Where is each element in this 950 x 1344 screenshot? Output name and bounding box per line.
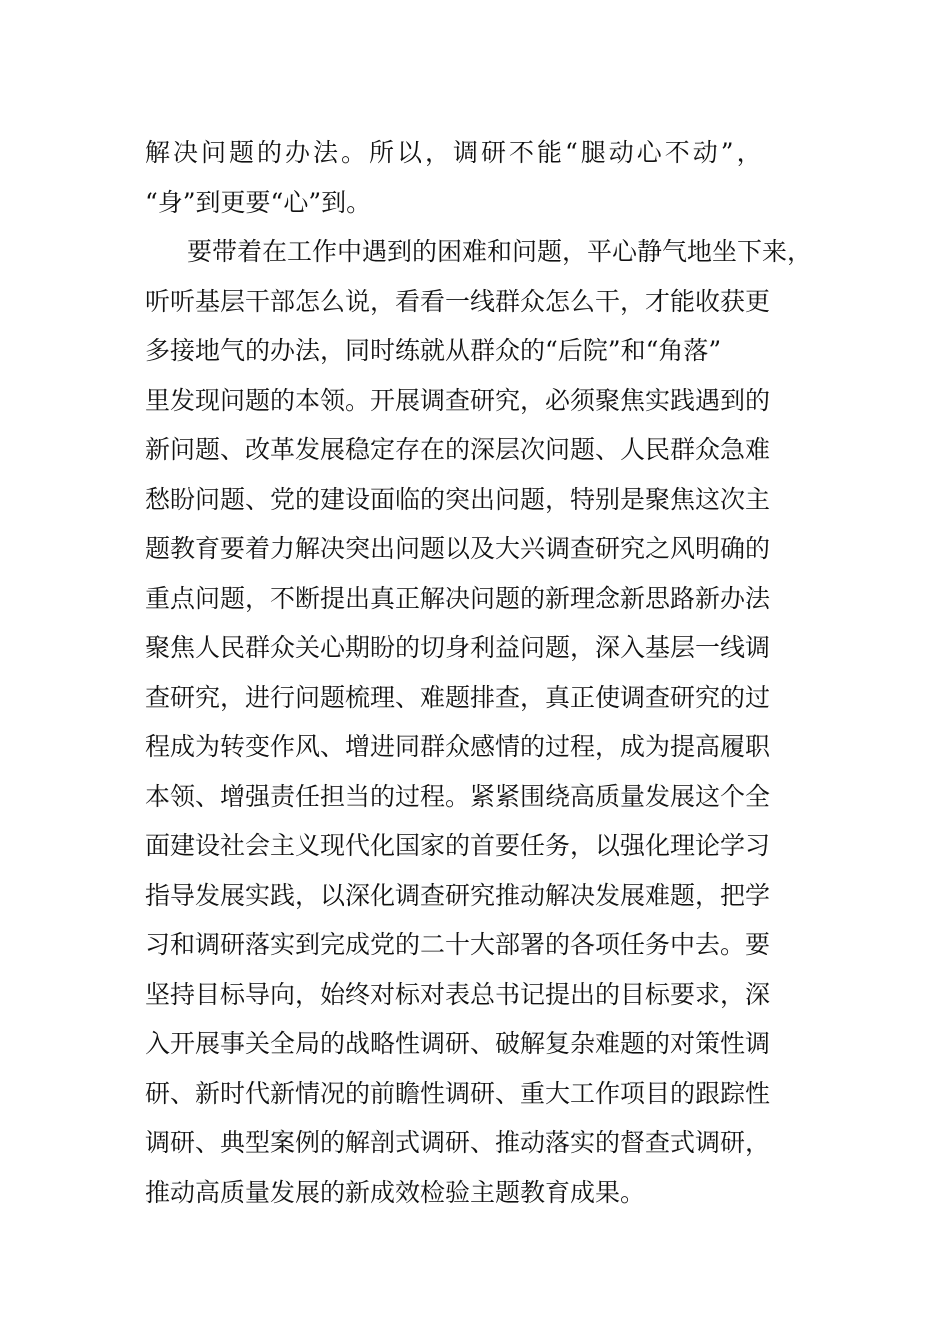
text-line: 解决问题的办法。所以，调研不能“腿动心不动”， xyxy=(145,138,765,167)
paragraph-first-line: 要带着在工作中遇到的困难和问题，平心静气地坐下来， xyxy=(187,237,813,266)
text-line: “身”到更要“心”到。 xyxy=(145,187,372,217)
text-line: 多接地气的办法，同时练就从群众的“后院”和“角落” xyxy=(145,336,722,365)
text-line: 面建设社会主义现代化国家的首要任务，以强化理论学习 xyxy=(145,831,771,860)
text-line: 坚持目标导向，始终对标对表总书记提出的目标要求，深 xyxy=(145,979,771,1009)
text-line: 查研究，进行问题梳理、难题排查，真正使调查研究的过 xyxy=(145,682,771,712)
text-line: 题教育要着力解决突出问题以及大兴调查研究之风明确的 xyxy=(145,534,771,563)
text-line: 推动高质量发展的新成效检验主题教育成果。 xyxy=(145,1177,646,1207)
body-text xyxy=(145,128,845,1217)
text-line: 指导发展实践，以深化调查研究推动解决发展难题，把学 xyxy=(145,880,771,910)
text-line: 调研、典型案例的解剖式调研、推动落实的督查式调研， xyxy=(145,1128,771,1157)
text-line: 本领、增强责任担当的过程。紧紧围绕高质量发展这个全 xyxy=(145,781,771,811)
text-line: 听听基层干部怎么说，看看一线群众怎么干，才能收获更 xyxy=(145,286,771,316)
text-line: 重点问题，不断提出真正解决问题的新理念新思路新办法 xyxy=(145,583,771,613)
text-line: 里发现问题的本领。开展调查研究，必须聚焦实践遇到的 xyxy=(145,385,771,415)
text-line: 习和调研落实到完成党的二十大部署的各项任务中去。要 xyxy=(145,930,771,959)
text-line: 新问题、改革发展稳定存在的深层次问题、人民群众急难 xyxy=(145,435,771,464)
text-line: 聚焦人民群众关心期盼的切身利益问题，深入基层一线调 xyxy=(145,633,771,662)
text-line: 愁盼问题、党的建设面临的突出问题，特别是聚焦这次主 xyxy=(145,484,771,514)
text-line: 入开展事关全局的战略性调研、破解复杂难题的对策性调 xyxy=(145,1029,771,1058)
text-line: 程成为转变作风、增进同群众感情的过程，成为提高履职 xyxy=(145,732,771,761)
text-line: 研、新时代新情况的前瞻性调研、重大工作项目的跟踪性 xyxy=(145,1078,771,1108)
